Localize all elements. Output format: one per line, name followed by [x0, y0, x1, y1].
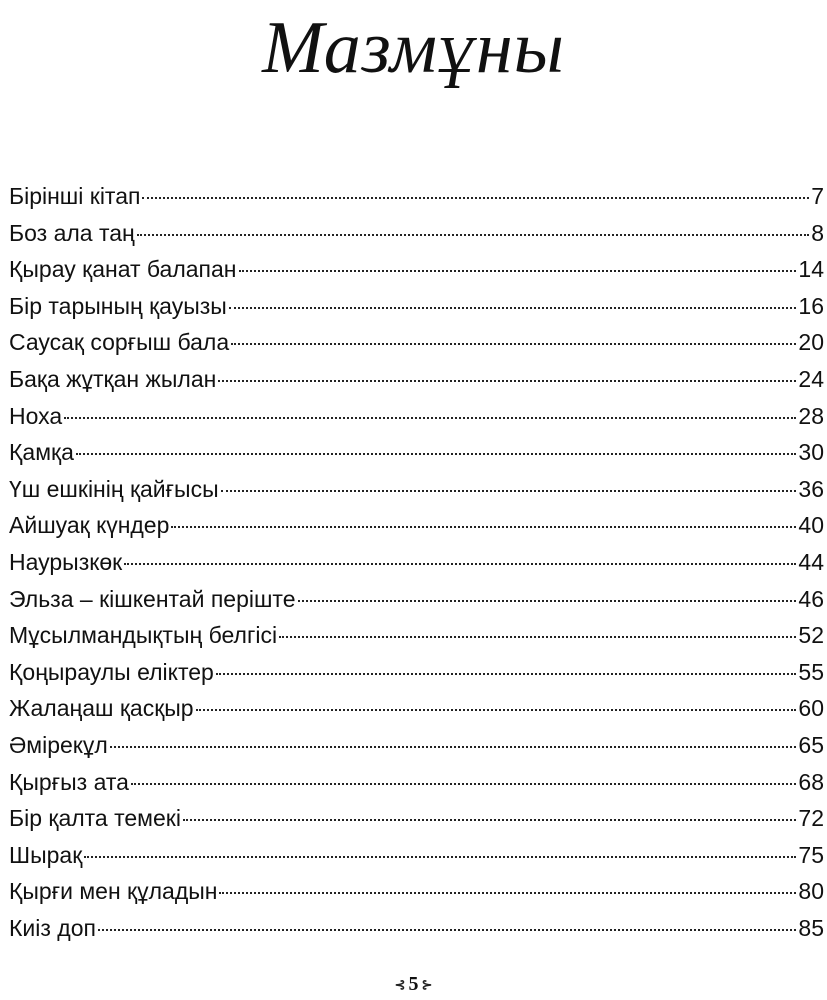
toc-entry[interactable]	[9, 434, 824, 471]
toc-entry[interactable]	[9, 910, 824, 947]
dot-leader	[239, 270, 797, 272]
page-title: Мазмұны	[262, 7, 565, 89]
toc-entry-title: Шырақ	[9, 841, 83, 868]
dot-leader	[137, 234, 809, 236]
toc-entry[interactable]	[9, 471, 824, 508]
toc-entry-page: 80	[798, 878, 824, 905]
ornament-right-icon: ⊱	[421, 977, 433, 993]
toc-entry-title: Наурызкөк	[9, 548, 123, 575]
toc-entry-page: 7	[811, 183, 824, 209]
toc-entry-page: 8	[811, 219, 824, 246]
toc-entry-page: 44	[798, 548, 824, 575]
toc-entry-title: Мұсылмандықтың белгісі	[9, 622, 278, 649]
toc-entry[interactable]	[9, 215, 824, 252]
toc-entry-page: 36	[798, 475, 824, 502]
toc-entry-title: Бақа жұтқан жылан	[9, 365, 217, 392]
page-number: 5	[408, 973, 419, 995]
dot-leader	[229, 307, 797, 309]
toc-entry[interactable]	[9, 837, 824, 874]
toc-entry-title: Қырау қанат балапан	[9, 256, 237, 283]
toc-entry[interactable]	[9, 544, 824, 581]
dot-leader	[131, 783, 796, 785]
dot-leader	[196, 709, 797, 711]
dot-leader	[124, 563, 796, 565]
dot-leader	[219, 892, 796, 894]
dot-leader	[298, 600, 797, 602]
dot-leader	[171, 526, 796, 528]
table-of-contents	[9, 178, 824, 946]
dot-leader	[98, 929, 796, 931]
toc-entry[interactable]	[9, 324, 824, 361]
toc-entry-title: Бір қалта темекі	[9, 805, 181, 832]
toc-entry[interactable]	[9, 507, 824, 544]
dot-leader	[216, 673, 797, 675]
toc-entry[interactable]	[9, 361, 824, 398]
toc-entry[interactable]	[9, 690, 824, 727]
toc-entry[interactable]	[9, 727, 824, 764]
toc-entry-page: 52	[798, 622, 824, 649]
page-number-footer	[0, 972, 827, 997]
toc-entry[interactable]	[9, 654, 824, 691]
toc-entry[interactable]	[9, 873, 824, 910]
dot-leader	[218, 380, 796, 382]
toc-entry-title: Әмірекұл	[9, 731, 108, 758]
dot-leader	[84, 856, 796, 858]
toc-entry[interactable]	[9, 288, 824, 325]
toc-entry-page: 68	[798, 768, 824, 795]
toc-entry-page: 24	[798, 365, 824, 392]
toc-entry-title: Қоңыраулы еліктер	[9, 658, 214, 685]
toc-entry-title: Қырғыз ата	[9, 768, 129, 795]
toc-entry-title: Айшуақ күндер	[9, 512, 170, 539]
dot-leader	[221, 490, 797, 492]
toc-entry-title: Бірінші кітап	[9, 183, 141, 209]
toc-entry-title: Киіз доп	[9, 914, 96, 941]
toc-entry-title: Ноха	[9, 402, 63, 429]
toc-entry-page: 40	[798, 512, 824, 539]
toc-entry-title: Боз ала таң	[9, 219, 135, 246]
dot-leader	[142, 197, 809, 199]
toc-entry-page: 16	[798, 292, 824, 319]
toc-entry-page: 65	[798, 731, 824, 758]
toc-entry[interactable]	[9, 764, 824, 801]
dot-leader	[76, 453, 797, 455]
toc-entry-title: Қамқа	[9, 439, 74, 466]
toc-entry[interactable]	[9, 178, 824, 215]
toc-entry-page: 46	[798, 585, 824, 612]
toc-entry-page: 20	[798, 329, 824, 356]
dot-leader	[231, 343, 796, 345]
toc-entry-page: 60	[798, 695, 824, 722]
toc-entry-title: Бір тарының қауызы	[9, 292, 227, 319]
dot-leader	[110, 746, 797, 748]
toc-entry-title: Қырғи мен құладын	[9, 878, 218, 905]
toc-entry[interactable]	[9, 800, 824, 837]
toc-entry-page: 28	[798, 402, 824, 429]
toc-entry-title: Үш ешкінің қайғысы	[9, 475, 219, 502]
toc-entry-page: 72	[798, 805, 824, 832]
toc-entry-page: 30	[798, 439, 824, 466]
toc-entry-page: 14	[798, 256, 824, 283]
toc-entry-page: 55	[798, 658, 824, 685]
dot-leader	[183, 819, 796, 821]
dot-leader	[279, 636, 796, 638]
toc-entry[interactable]	[9, 251, 824, 288]
ornament-left-icon: ⊰	[394, 977, 406, 993]
dot-leader	[64, 417, 796, 419]
toc-entry-title: Саусақ сорғыш бала	[9, 329, 230, 356]
toc-entry-title: Жалаңаш қасқыр	[9, 695, 194, 722]
toc-entry-title: Эльза – кішкентай періште	[9, 585, 296, 612]
toc-entry-page: 85	[798, 914, 824, 941]
toc-entry[interactable]	[9, 617, 824, 654]
toc-entry[interactable]	[9, 398, 824, 435]
toc-entry[interactable]	[9, 581, 824, 618]
toc-entry-page: 75	[798, 841, 824, 868]
